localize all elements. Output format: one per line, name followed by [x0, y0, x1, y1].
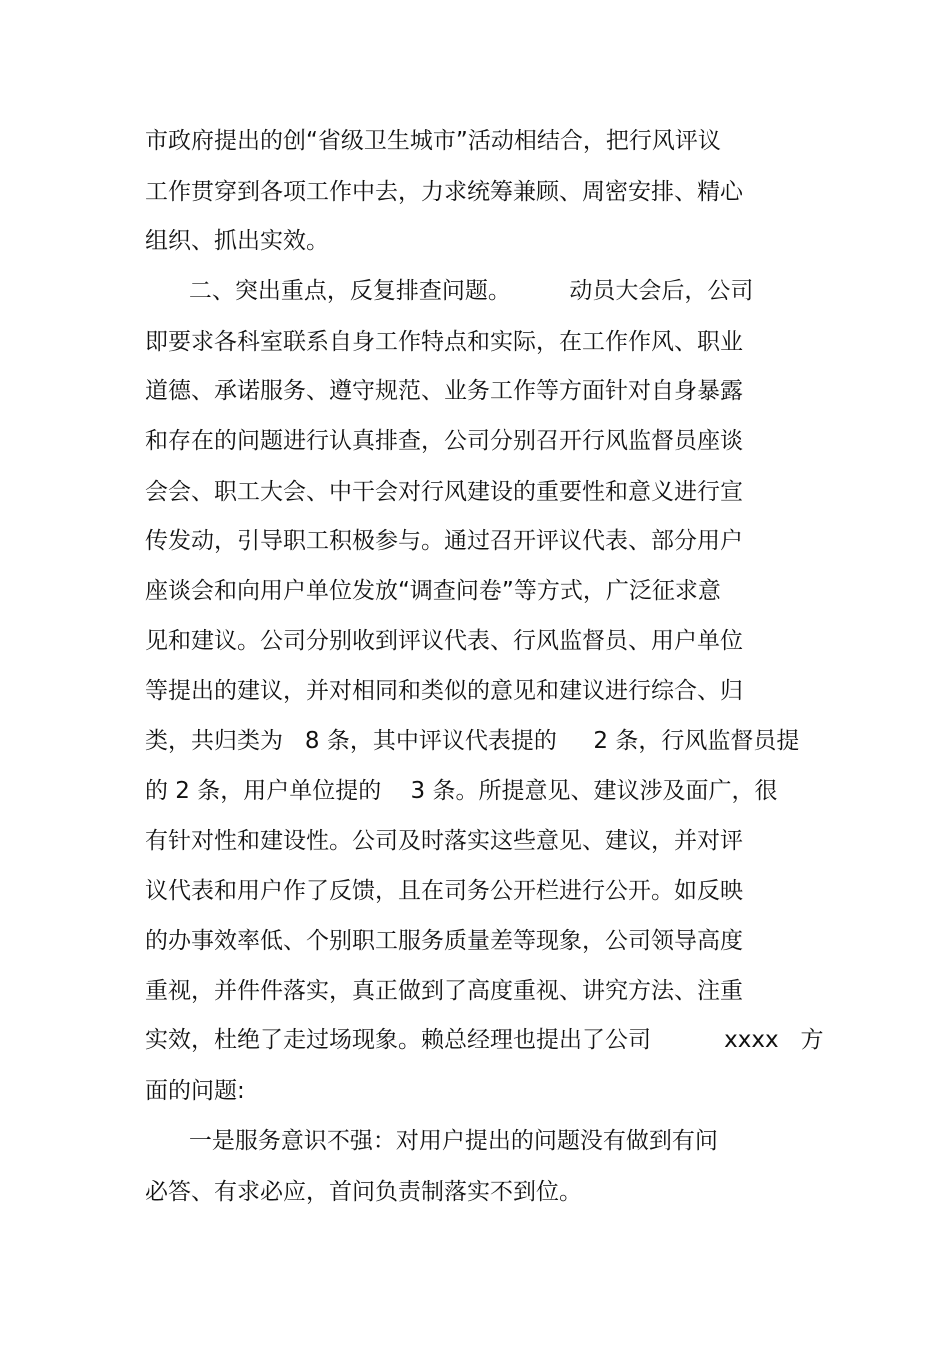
text-line: 类，共归类为 8 条，其中评议代表提的 2 条，行风监督员提 — [145, 728, 800, 754]
text-line: 实效，杜绝了走过场现象。赖总经理也提出了公司 xxxx 方 — [145, 1027, 824, 1053]
text-line: 道德、承诺服务、遵守规范、业务工作等方面针对自身暴露 — [145, 378, 743, 404]
text-line: 组织、抓出实效。 — [145, 228, 329, 254]
text-line: 的办事效率低、个别职工服务质量差等现象，公司领导高度 — [145, 928, 743, 954]
text-line: 有针对性和建设性。公司及时落实这些意见、建议，并对评 — [145, 828, 743, 854]
text-line: 议代表和用户作了反馈，且在司务公开栏进行公开。如反映 — [145, 878, 743, 904]
text-line: 座谈会和向用户单位发放“调查问卷”等方式，广泛征求意 — [145, 578, 721, 604]
paragraph-first-line: 一是服务意识不强：对用户提出的问题没有做到有问 — [145, 1128, 718, 1154]
text-line: 见和建议。公司分别收到评议代表、行风监督员、用户单位 — [145, 628, 743, 654]
text-line: 会会、职工大会、中干会对行风建设的重要性和意义进行宣 — [145, 479, 743, 505]
text-line: 的 2 条，用户单位提的 3 条。所提意见、建议涉及面广，很 — [145, 778, 778, 804]
text-line: 传发动，引导职工积极参与。通过召开评议代表、部分用户 — [145, 528, 743, 554]
text-line: 面的问题: — [145, 1078, 245, 1104]
text-line: 和存在的问题进行认真排查，公司分别召开行风监督员座谈 — [145, 428, 743, 454]
text-line: 工作贯穿到各项工作中去，力求统筹兼顾、周密安排、精心 — [145, 179, 743, 205]
text-line: 市政府提出的创“省级卫生城市”活动相结合，把行风评议 — [145, 128, 721, 154]
text-line: 即要求各科室联系自身工作特点和实际，在工作作风、职业 — [145, 329, 743, 355]
text-line: 重视，并件件落实，真正做到了高度重视、讲究方法、注重 — [145, 978, 743, 1004]
text-line: 必答、有求必应，首问负责制落实不到位。 — [145, 1179, 582, 1205]
section-heading-line: 二、突出重点，反复排查问题。 动员大会后，公司 — [145, 278, 754, 304]
text-line: 等提出的建议，并对相同和类似的意见和建议进行综合、归 — [145, 678, 743, 704]
